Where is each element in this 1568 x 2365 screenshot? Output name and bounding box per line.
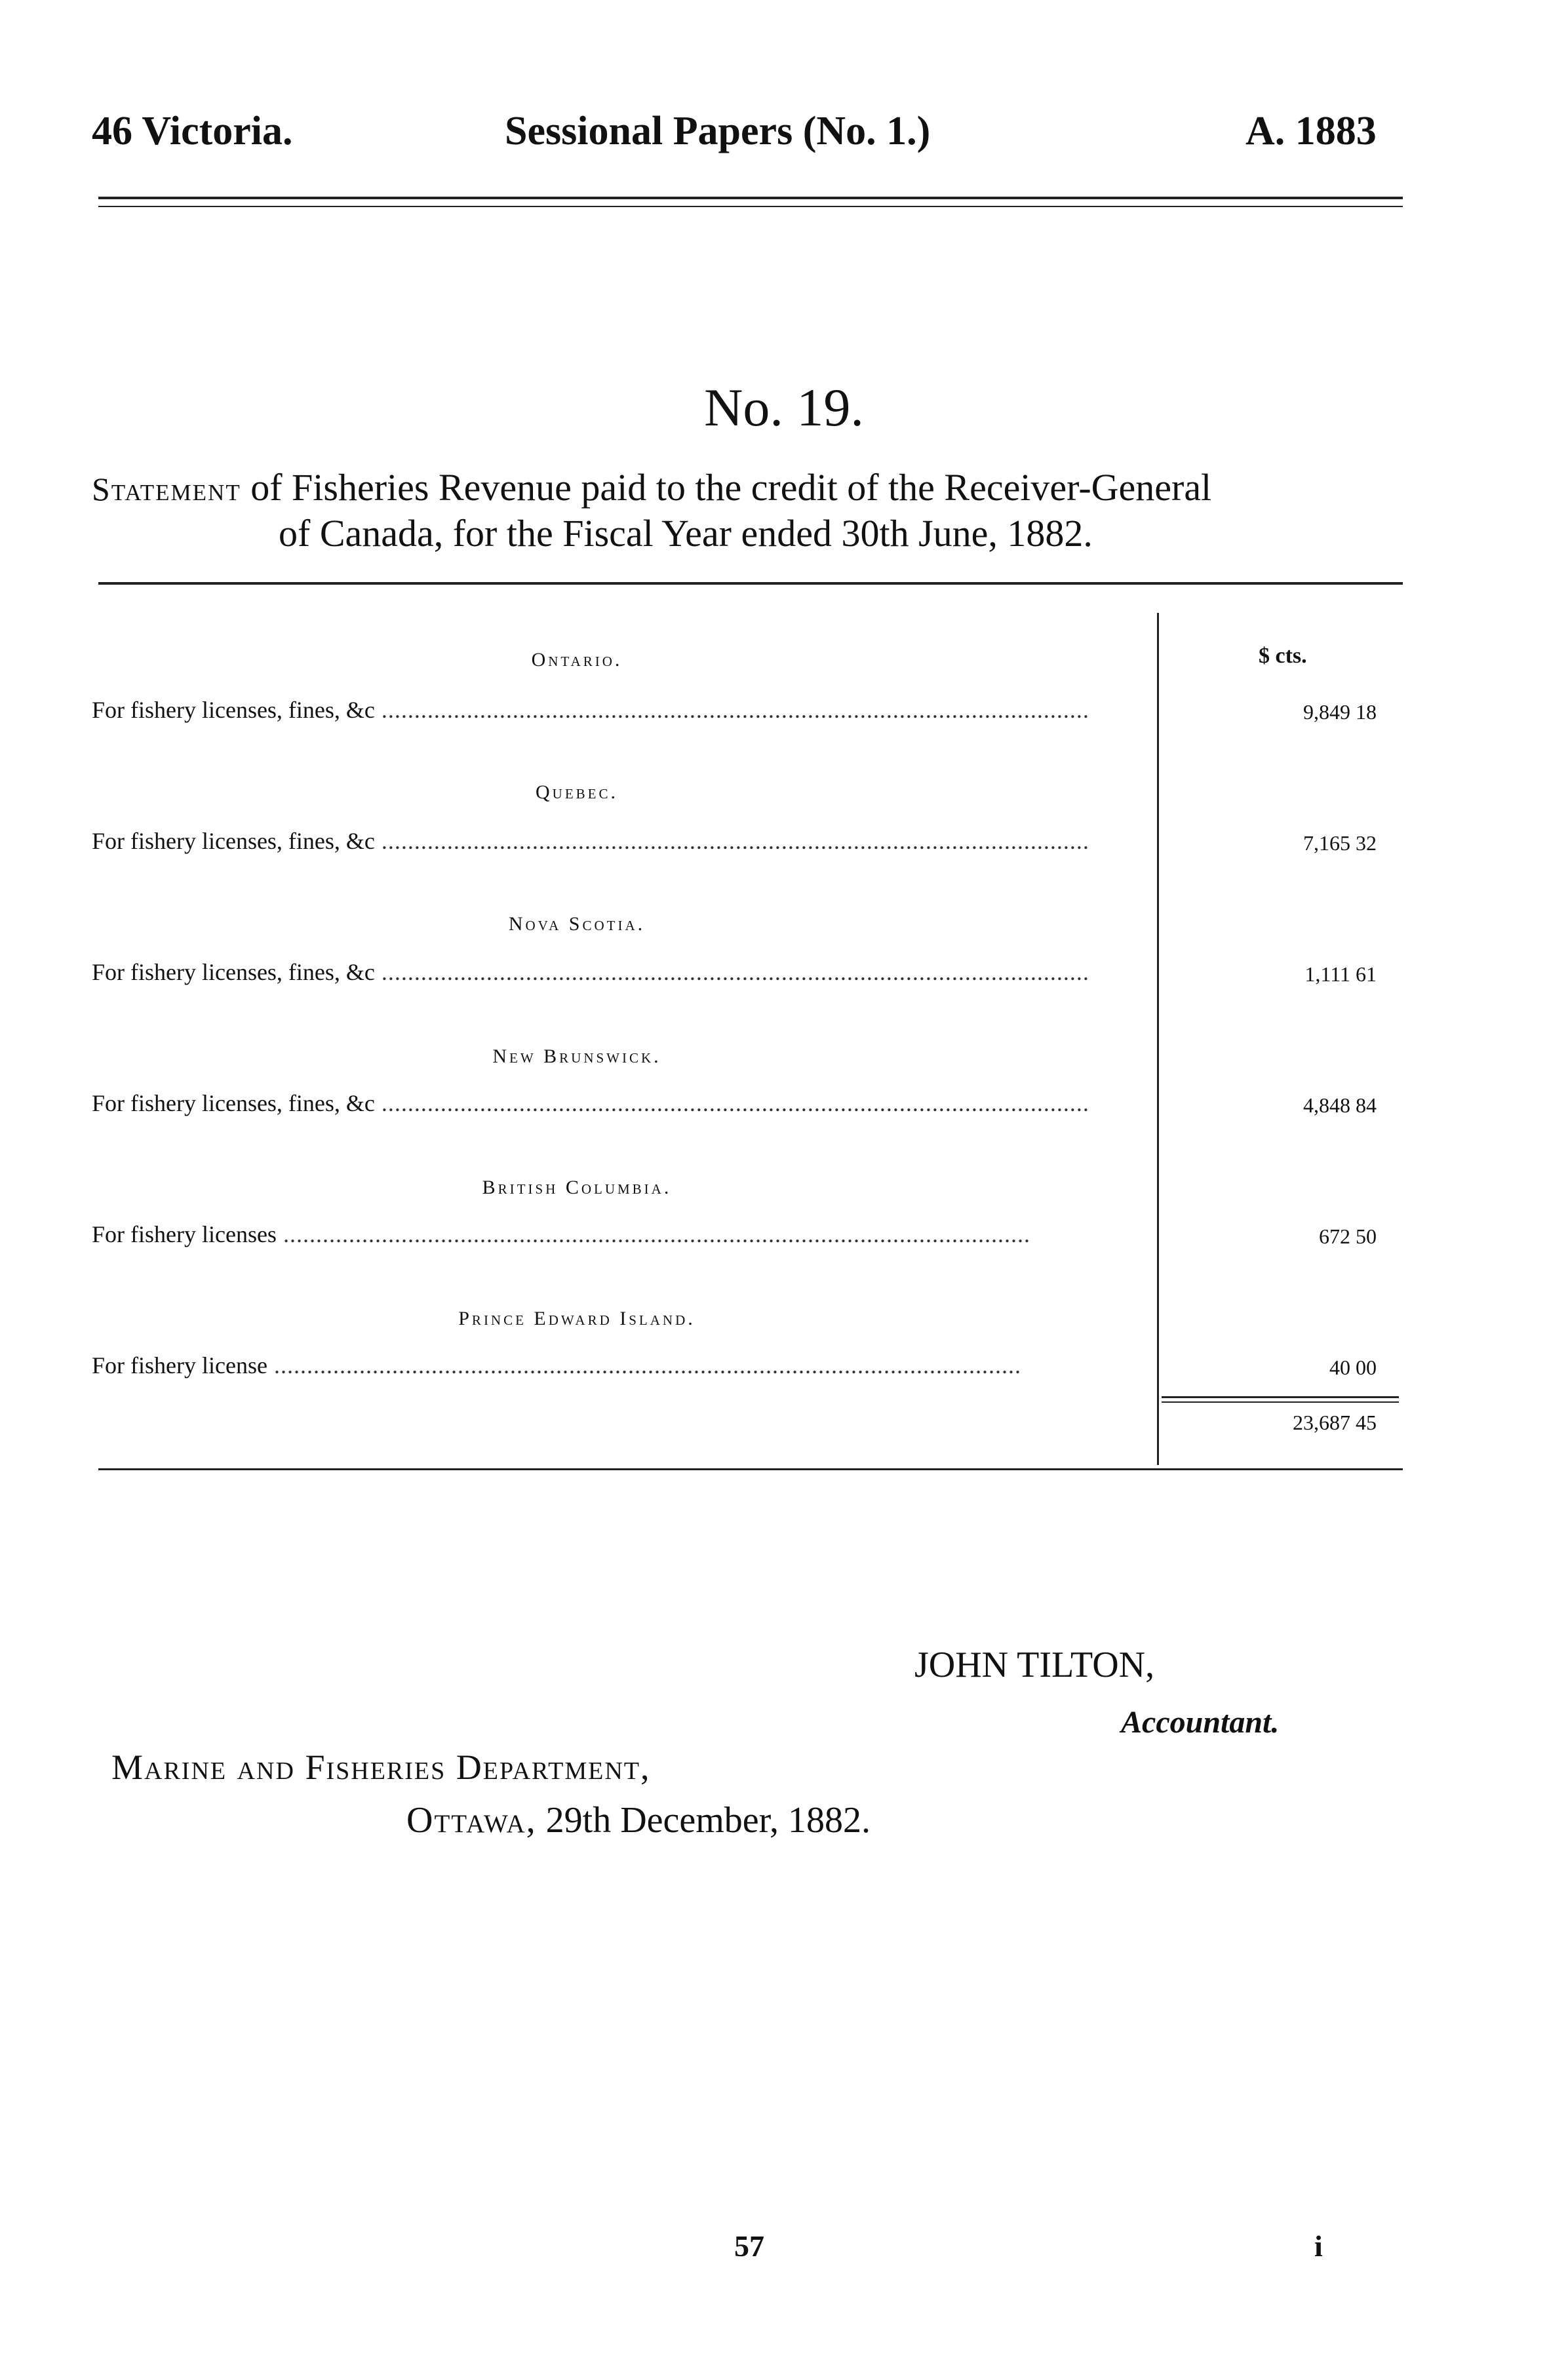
table-row-item: For fishery license .................................................................................................................. [92,1352,1021,1378]
signatory-name: JOHN TILTON, [914,1645,1155,1685]
statement-text: of Fisheries Revenue paid to the credit of the Receiver-General [241,466,1212,509]
table-column-divider [1157,613,1159,1465]
table-row-item: For fishery licenses, fines, &c ............................................................................................................ [92,828,1089,854]
table-row-item: For fishery licenses, fines, &c ............................................................................................................ [92,959,1089,985]
date-text: 29th December, 1882. [536,1800,871,1841]
table-row-item: For fishery licenses .................................................................................................................. [92,1221,1030,1247]
statement-line-2: of Canada, for the Fiscal Year ended 30th June, 1882. [279,512,1093,555]
table-total: 23,687 45 [1293,1411,1377,1434]
header-rule-thin [98,206,1403,207]
province-heading: New Brunswick. [492,1046,661,1067]
province-heading: Nova Scotia. [508,913,646,935]
statement-line-1 [92,465,1211,509]
table-row-item: For fishery licenses, fines, &c ............................................................................................................ [92,1090,1089,1116]
statement-lead: Statement [92,471,241,507]
header-rule [98,197,1403,199]
table-row-item: For fishery licenses, fines, &c ............................................................................................................ [92,697,1089,723]
page-roman-numeral: i [1314,2229,1323,2263]
table-row-amount: 4,848 84 [1303,1093,1377,1117]
header-center: Sessional Papers (No. 1.) [505,109,931,153]
header-right: A. 1883 [1245,109,1377,153]
table-row-amount: 40 00 [1329,1356,1377,1379]
department-name: Marine and Fisheries Department, [111,1748,651,1787]
table-row-amount: 1,111 61 [1304,962,1377,986]
header-left: 46 Victoria. [92,109,293,153]
table-row-amount: 7,165 32 [1303,831,1377,855]
total-rule [1162,1396,1399,1398]
province-heading: Quebec. [536,781,618,803]
title-rule [98,582,1403,585]
page-number: 57 [734,2229,764,2263]
province-heading: Ontario. [531,649,623,671]
table-bottom-rule [98,1468,1403,1470]
province-heading: Prince Edward Island. [458,1308,696,1329]
document-number: No. 19. [704,378,864,437]
place-date [406,1799,871,1841]
currency-header: $ cts. [1259,644,1307,668]
province-heading: British Columbia. [482,1177,672,1198]
signatory-role: Accountant. [1121,1705,1280,1740]
place-name: Ottawa, [406,1800,537,1841]
table-row-amount: 672 50 [1319,1224,1377,1248]
total-rule-2 [1162,1401,1399,1403]
table-row-amount: 9,849 18 [1303,700,1377,724]
